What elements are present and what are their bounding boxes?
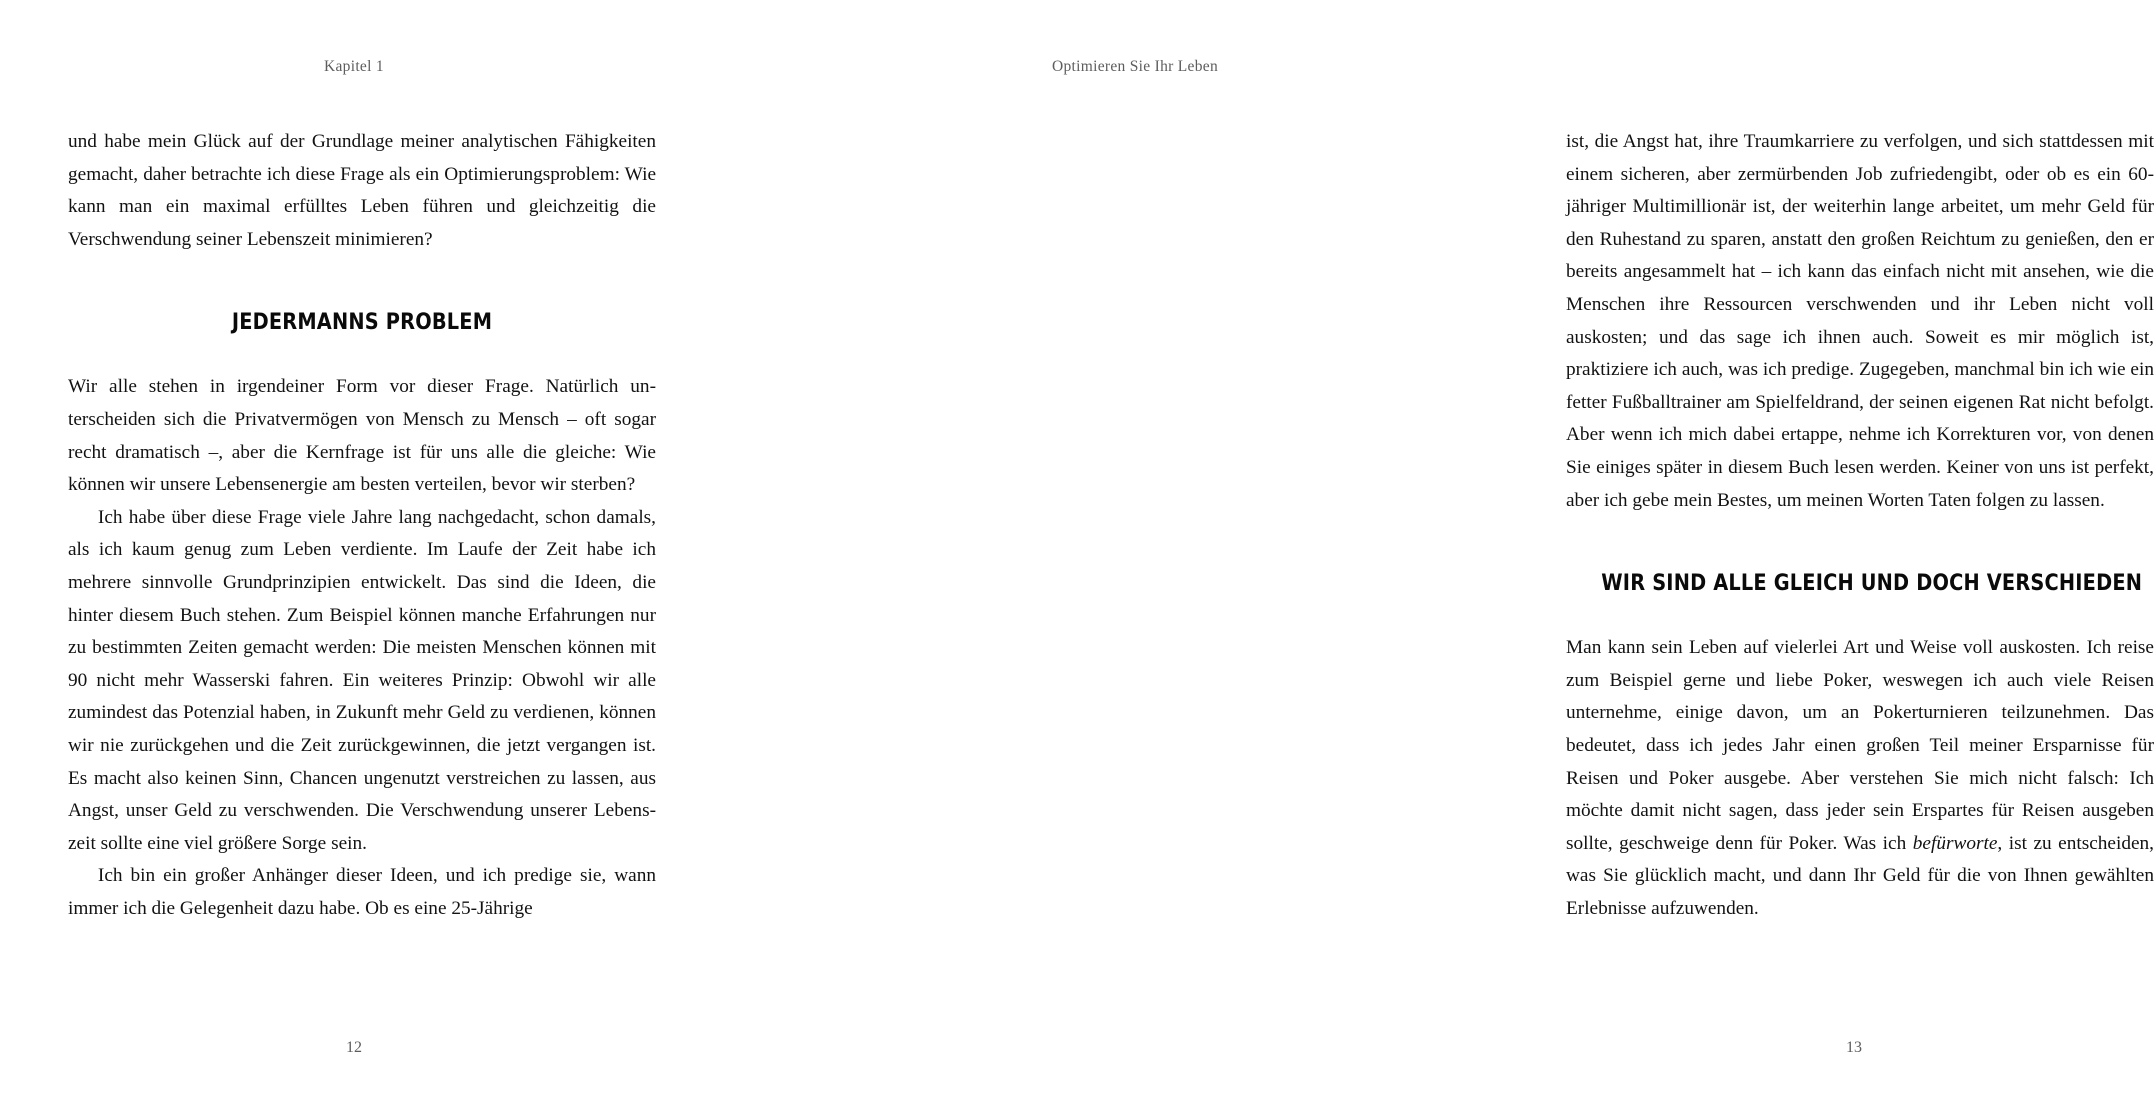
- right-page: [738, 0, 2154, 1104]
- running-head-right: Optimieren Sie Ihr Leben: [1051, 58, 1218, 75]
- spacer: [68, 335, 656, 371]
- running-head-left: Kapitel 1: [324, 58, 384, 75]
- paragraph-text-before-emphasis: Man kann sein Leben auf vielerlei Art und Weise voll auskosten. Ich reise zum Beispiel gerne und liebe Poker, weswegen ich auch viele Reisen unternehme, einige davon, um an Pokerturnieren teilzunehmen. Das bedeutet, dass ich jedes Jahr einen großen Teil meiner Ersparnisse für Reisen und Poker ausgebe. Aber verstehen Sie mich nicht falsch: Ich möchte damit nicht sagen, dass jeder sein Erspartes für Reisen ausgeben sollte, geschweige denn für Poker. Was ich: [1566, 637, 2154, 854]
- right-page-text-column: [1566, 126, 2154, 925]
- paragraph: Ich habe über diese Frage viele Jahre lang nachgedacht, schon damals, als ich kaum genug zum Leben verdiente. Im Laufe der Zeit habe ich mehrere sinnvolle Grundprinzipien entwickelt. Das sind die Ideen, die hinter diesem Buch stehen. Zum Beispiel können manche Erfahrungen nur zu bestimmten Zeiten gemacht werden: Die meisten Menschen können mit 90 nicht mehr Wasserski fahren. Ein weiteres Prinzip: Obwohl wir alle zumindest das Potenzial haben, in Zukunft mehr Geld zu verdienen, können wir nie zurückgehen und die Zeit zurückgewinnen, die jetzt vergangen ist. Es macht also keinen Sinn, Chancen ungenutzt verstreichen zu lassen, aus Angst, unser Geld zu verschwenden. Die Verschwendung unserer Lebenszeit sollte eine viel größere Sorge sein.: [68, 506, 656, 854]
- page-number-right: 13: [1846, 1039, 1862, 1056]
- paragraph: ist, die Angst hat, ihre Traumkarriere zu verfolgen, und sich stattdessen mit einem sicheren, aber zermürbenden Job zufriedengibt, oder ob es ein 60-jähriger Multimillionär ist, der weiterhin lange arbeitet, um mehr Geld für den Ruhestand zu sparen, anstatt den großen Reichtum zu genießen, den er bereits angesammelt hat – ich kann das einfach nicht mit ansehen, wie die Menschen ihre Ressourcen verschwenden und ihr Leben nicht voll auskosten; und das sage ich ihnen auch. Soweit es mir möglich ist, praktiziere ich auch, was ich predige. Zugegeben, manchmal bin ich wie ein fetter Fußballtrainer am Spielfeldrand, der seinen eigenen Rat nicht befolgt. Aber wenn ich mich dabei ertappe, nehme ich Korrekturen vor, von denen Sie einiges später in diesem Buch lesen werden. Keiner von uns ist perfekt, aber ich gebe mein Bestes, um meinen Worten Taten folgen zu lassen.: [1566, 131, 2154, 511]
- spacer: [1566, 596, 2154, 632]
- paragraph: und habe mein Glück auf der Grundlage meiner analytischen Fähigkeiten gemacht, daher betrachte ich diese Frage als ein Optimierungsproblem: Wie kann man ein maximal erfülltes Leben führen und gleichzeitig die Verschwendung seiner Lebenszeit minimieren?: [68, 131, 656, 250]
- spacer: [1566, 517, 2154, 571]
- section-heading-wir-sind-alle-gleich: WIR SIND ALLE GLEICH UND DOCH VERSCHIEDEN: [1601, 571, 2143, 597]
- paragraph: Ich bin ein großer Anhänger dieser Ideen, und ich predige sie, wann immer ich die Gelegenheit dazu habe. Ob es eine 25-Jährige: [68, 865, 656, 919]
- spacer: [68, 256, 656, 310]
- emphasis-text: befürworte: [1912, 832, 1998, 854]
- paragraph: Wir alle stehen in irgendeiner Form vor dieser Frage. Natürlich unterscheiden sich die Privatvermögen von Mensch zu Mensch – oft sogar recht dramatisch –, aber die Kernfrage ist für uns alle die gleiche: Wie können wir unsere Lebensenergie am besten verteilen, bevor wir sterben?: [68, 376, 656, 496]
- left-page: [0, 0, 738, 1104]
- page-number-left: 12: [346, 1039, 362, 1056]
- left-page-text-column: [68, 126, 656, 925]
- paragraph: [1566, 632, 2154, 925]
- paragraph-text-after-emphasis: , ist zu entscheiden, was Sie glücklich macht, und dann Ihr Geld für die von Ihnen gewählten Erlebnisse aufzuwenden.: [1566, 832, 2154, 919]
- section-heading-jedermanns-problem: JEDERMANNS PROBLEM: [231, 310, 493, 336]
